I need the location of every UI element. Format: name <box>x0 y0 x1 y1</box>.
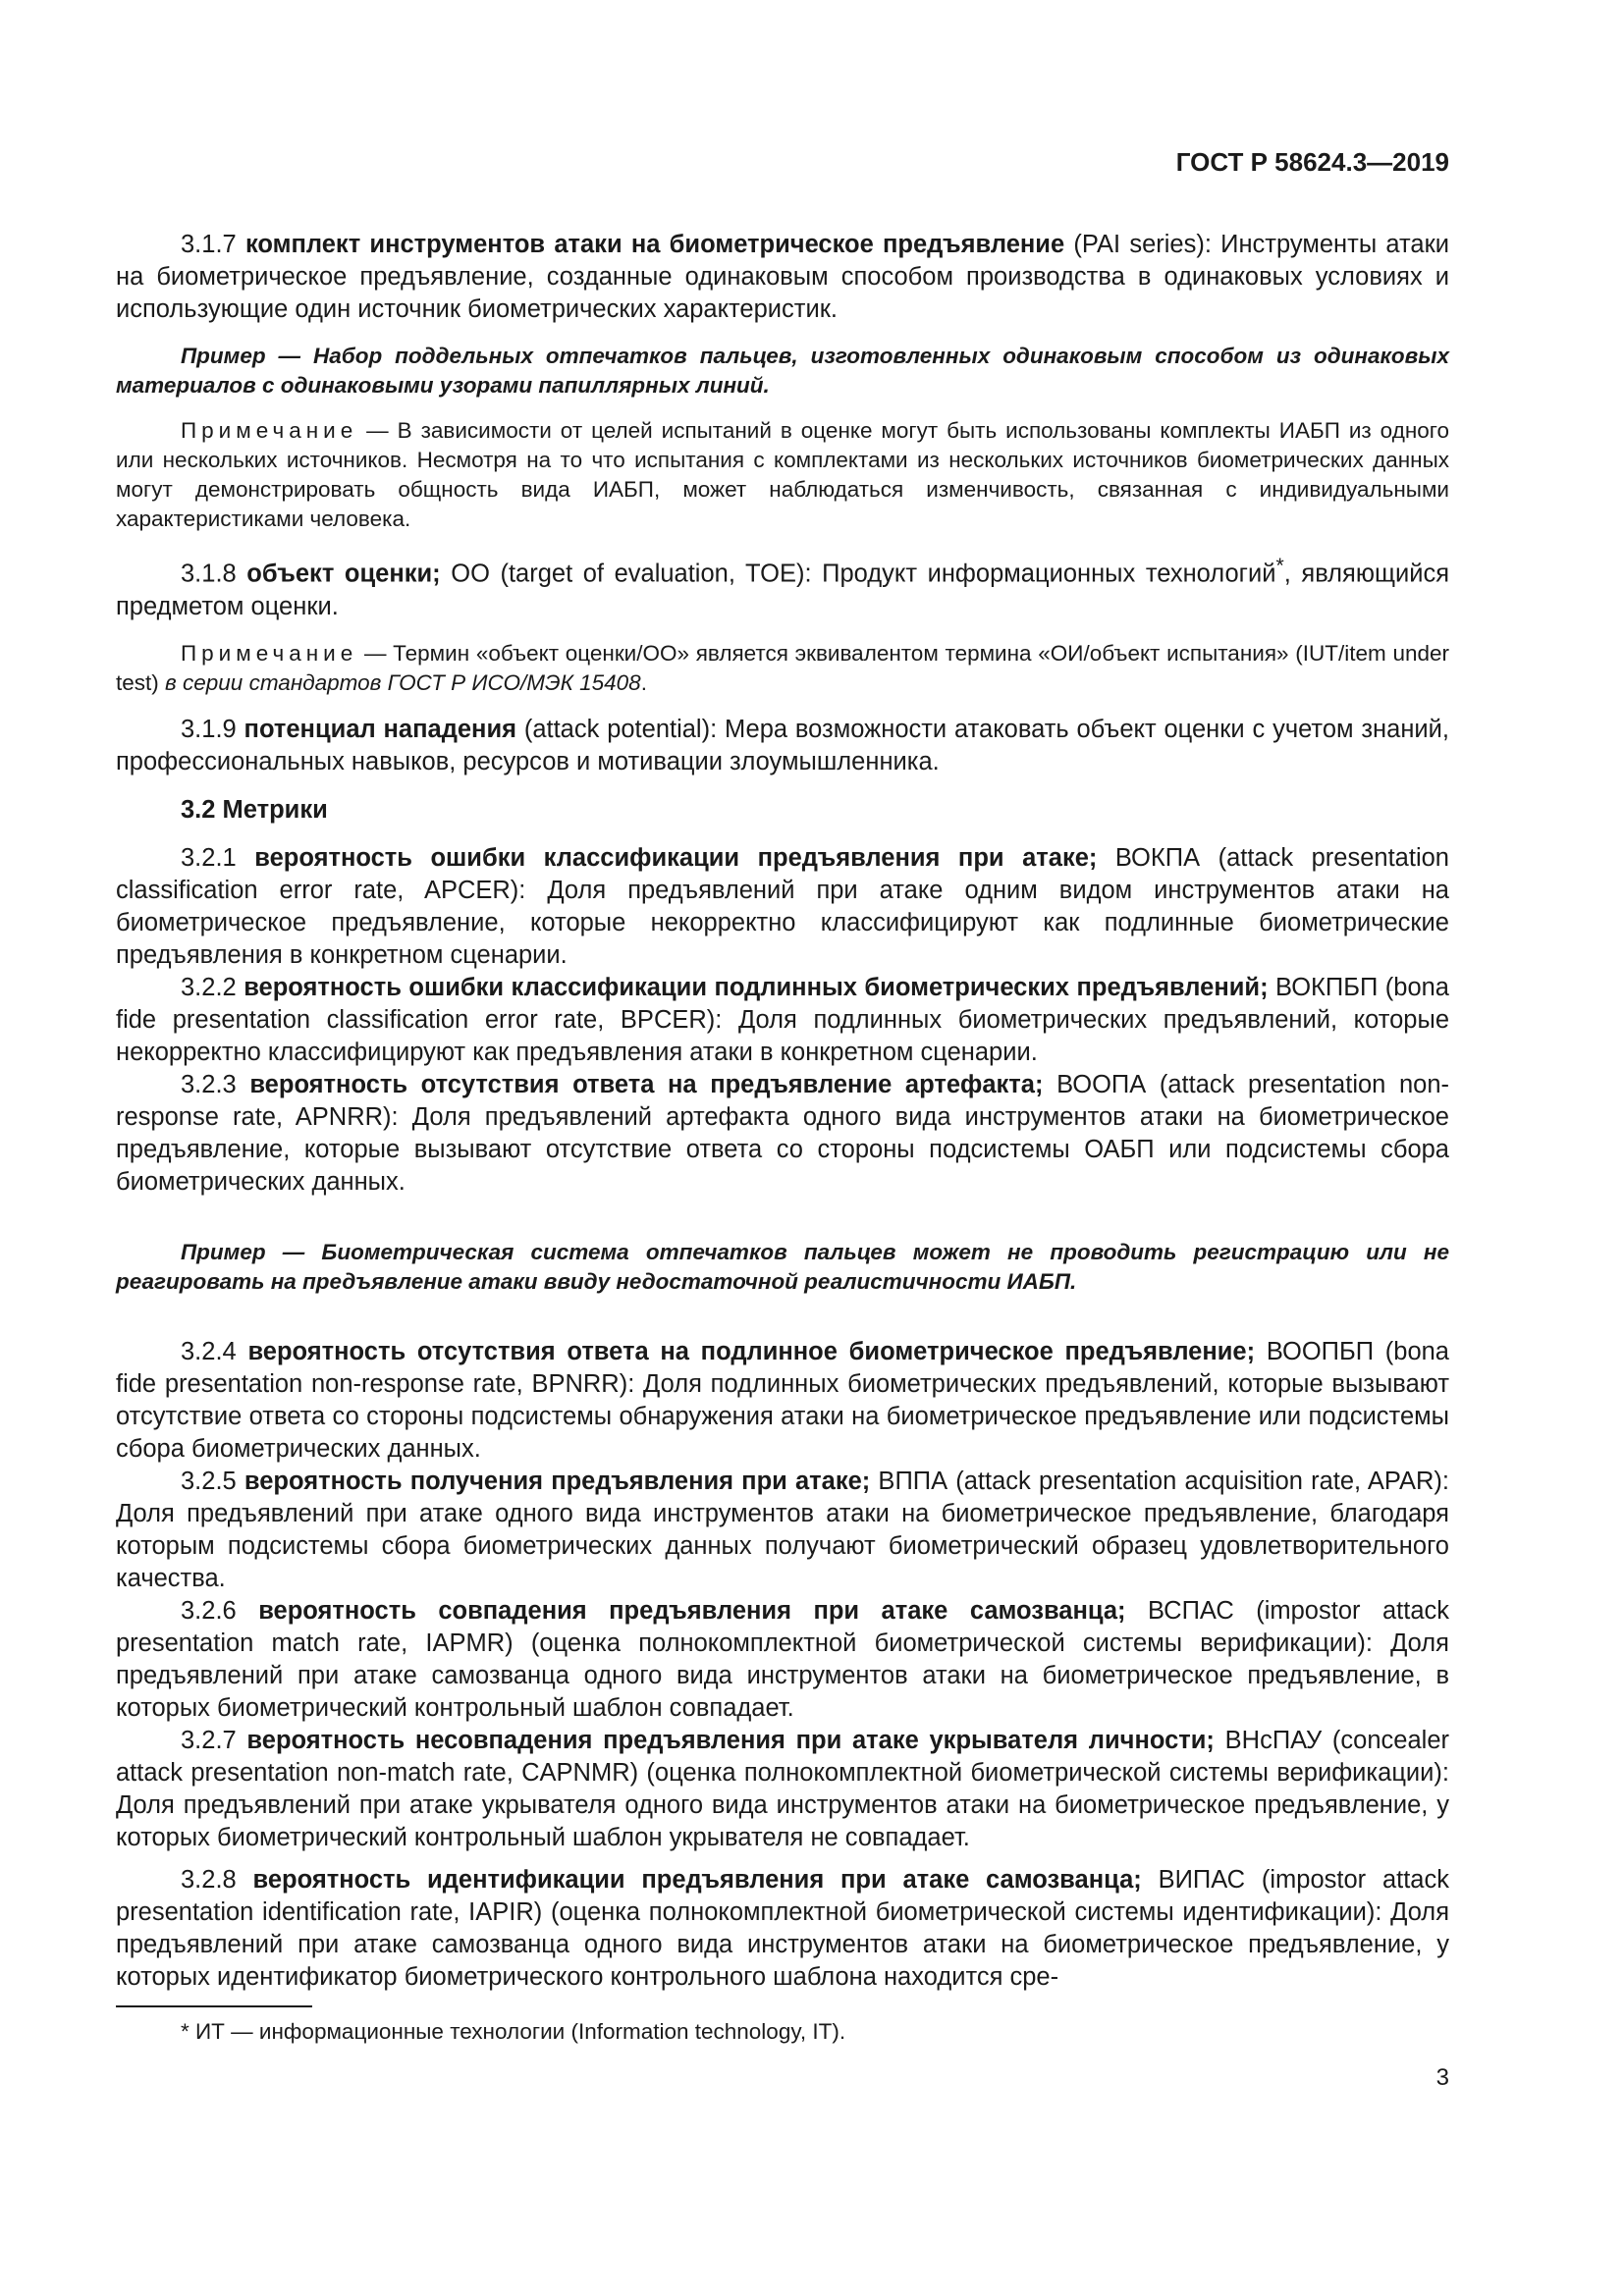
term-number: 3.2.2 <box>181 973 237 1001</box>
term-3-2-7 <box>116 1725 1449 1854</box>
term-definition: ВСПАС (impostor attack presentation match rate, IAPMR) (оценка полнокомплектной биометрической системы верификации): Доля предъявлений при атаке самозванца одного вида инструментов атаки на биометрическое предъявление, в которых биометрический контрольный шаблон совпадает. <box>116 1596 1449 1722</box>
note-label: Примечание <box>181 640 358 666</box>
note-italic-text: в серии стандартов ГОСТ Р ИСО/МЭК 15408 <box>165 669 641 695</box>
example-paragraph: Пример — Биометрическая система отпечатков пальцев может не проводить регистрацию или не реагировать на предъявление атаки ввиду недостаточной реалистичности ИАБП. <box>116 1239 1449 1294</box>
term-title: вероятность ошибки классификации подлинных биометрических предъявлений; <box>244 973 1269 1001</box>
term-definition: ВНсПАУ (concealer attack presentation non-match rate, CAPNMR) (оценка полнокомплектной биометрической системы верификации): Доля предъявлений при атаке укрывателя одного вида инструментов атаки на биометрическое предъявление, у которых биометрический контрольный шаблон укрывателя не совпадает. <box>116 1726 1449 1851</box>
note-paragraph <box>116 416 1449 534</box>
term-3-2-8 <box>116 1864 1449 1994</box>
term-number: 3.2.5 <box>181 1467 237 1495</box>
note-text-end: . <box>640 669 647 695</box>
term-definition: ВООПБП (bona fide presentation non-response rate, BPNRR): Доля подлинных биометрических предъявлений, которые вызывают отсутствие ответа со стороны подсистемы обнаружения атаки на биометрическое предъявление или подсистемы сбора биометрических данных. <box>116 1337 1449 1463</box>
term-number: 3.2.3 <box>181 1070 237 1098</box>
term-definition: ОО (target of evaluation, TOE): Продукт информационных технологий <box>440 560 1276 588</box>
term-definition: ВОКПБП (bona fide presentation classification error rate, BPCER): Доля подлинных биометрических предъявлений, которые некорректно классифицируют как предъявления атаки в конкретном сценарии. <box>116 973 1449 1066</box>
example-paragraph: Пример — Набор поддельных отпечатков пальцев, изготовленных одинаковым способом из одинаковых материалов с одинаковыми узорами папиллярных линий. <box>116 344 1449 398</box>
term-3-2-2 <box>116 972 1449 1069</box>
footnote-marker: * <box>1275 554 1284 577</box>
term-number: 3.2.6 <box>181 1596 237 1625</box>
document-header: ГОСТ Р 58624.3—2019 <box>1175 147 1449 177</box>
term-number: 3.1.8 <box>181 560 237 588</box>
page-number: 3 <box>1435 2063 1449 2091</box>
term-definition: ВИПАС (impostor attack presentation identification rate, IAPIR) (оценка полнокомплектной биометрической системы идентификации): Доля предъявлений при атаке самозванца одного вида инструментов атаки на биометрическое предъявление, у которых идентификатор биометрического контрольного шаблона находится сре- <box>116 1865 1449 1991</box>
term-number: 3.2.8 <box>181 1865 237 1894</box>
term-definition: ВППА (attack presentation acquisition rate, APAR): Доля предъявлений при атаке одного вида инструментов атаки на биометрическое предъявление, благодаря которым подсистемы сбора биометрических данных получают биометрический образец удовлетворительного качества. <box>116 1467 1449 1592</box>
term-number: 3.2.4 <box>181 1337 237 1365</box>
term-title: объект оценки; <box>246 560 441 588</box>
term-title: вероятность совпадения предъявления при атаке самозванца; <box>258 1596 1126 1625</box>
term-title: комплект инструментов атаки на биометрическое предъявление <box>244 231 1065 258</box>
note-paragraph <box>116 639 1449 698</box>
term-definition-end: , являющийся предметом оценки. <box>116 560 1450 620</box>
term-definition: ВОКПА (attack presentation classification error rate, APCER): Доля предъявлений при атаке одним видом инструментов атаки на биометрическое предъявление, которые некорректно классифицируют как подлинные биометрические предъявления в конкретном сценарии. <box>116 843 1449 969</box>
term-definition: (attack potential): Мера возможности атаковать объект оценки с учетом знаний, профессиональных навыков, ресурсов и мотивации злоумышленника. <box>116 715 1449 775</box>
term-title: потенциал нападения <box>244 715 517 743</box>
section-heading: 3.2 Метрики <box>181 795 328 824</box>
footnote: * ИТ — информационные технологии (Information technology, IT). <box>181 2018 846 2044</box>
term-title: вероятность идентификации предъявления при атаке самозванца; <box>252 1865 1142 1894</box>
term-title: вероятность отсутствия ответа на подлинное биометрическое предъявление; <box>247 1337 1256 1365</box>
term-number: 3.2.7 <box>181 1726 237 1754</box>
term-3-2-6 <box>116 1595 1449 1725</box>
term-number: 3.2.1 <box>181 843 237 872</box>
term-3-2-5 <box>116 1466 1449 1595</box>
document-page <box>116 147 1449 2092</box>
term-number: 3.1.9 <box>181 715 237 743</box>
term-3-2-1 <box>116 842 1449 972</box>
note-label: Примечание <box>181 418 358 443</box>
term-3-2-4 <box>116 1336 1449 1466</box>
term-title: вероятность несовпадения предъявления при атаке укрывателя личности; <box>246 1726 1215 1754</box>
term-title: вероятность отсутствия ответа на предъявление артефакта; <box>249 1070 1044 1098</box>
term-definition: ВООПА (attack presentation non-response rate, APNRR): Доля предъявлений артефакта одного вида инструментов атаки на биометрическое предъявление, которые вызывают отсутствие ответа со стороны подсистемы ОАБП или подсистемы сбора биометрических данных. <box>116 1070 1449 1196</box>
term-3-1-7 <box>116 229 1449 326</box>
term-3-1-9 <box>116 714 1449 778</box>
note-text: — Термин «объект оценки/ОО» является эквивалентом термина «ОИ/объект испытания» (IUT/item under test) <box>116 640 1449 695</box>
term-3-2-3 <box>116 1069 1449 1199</box>
footnote-divider <box>116 2005 312 2007</box>
note-text: — В зависимости от целей испытаний в оценке могут быть использованы комплекты ИАБП из одного или нескольких источников. Несмотря на то что испытания с комплектами из нескольких источников биометрических данных могут демонстрировать общность вида ИАБП, может наблюдаться изменчивость, связанная с индивидуальными характеристиками человека. <box>116 418 1449 531</box>
term-title: вероятность получения предъявления при атаке; <box>244 1467 871 1495</box>
term-definition: (PAI series): Инструменты атаки на биометрическое предъявление, созданные одинаковым способом производства в одинаковых условиях и использующие один источник биометрических характеристик. <box>116 231 1449 323</box>
term-number: 3.1.7 <box>181 231 237 258</box>
term-title: вероятность ошибки классификации предъявления при атаке; <box>254 843 1098 872</box>
term-3-1-8 <box>116 550 1449 623</box>
